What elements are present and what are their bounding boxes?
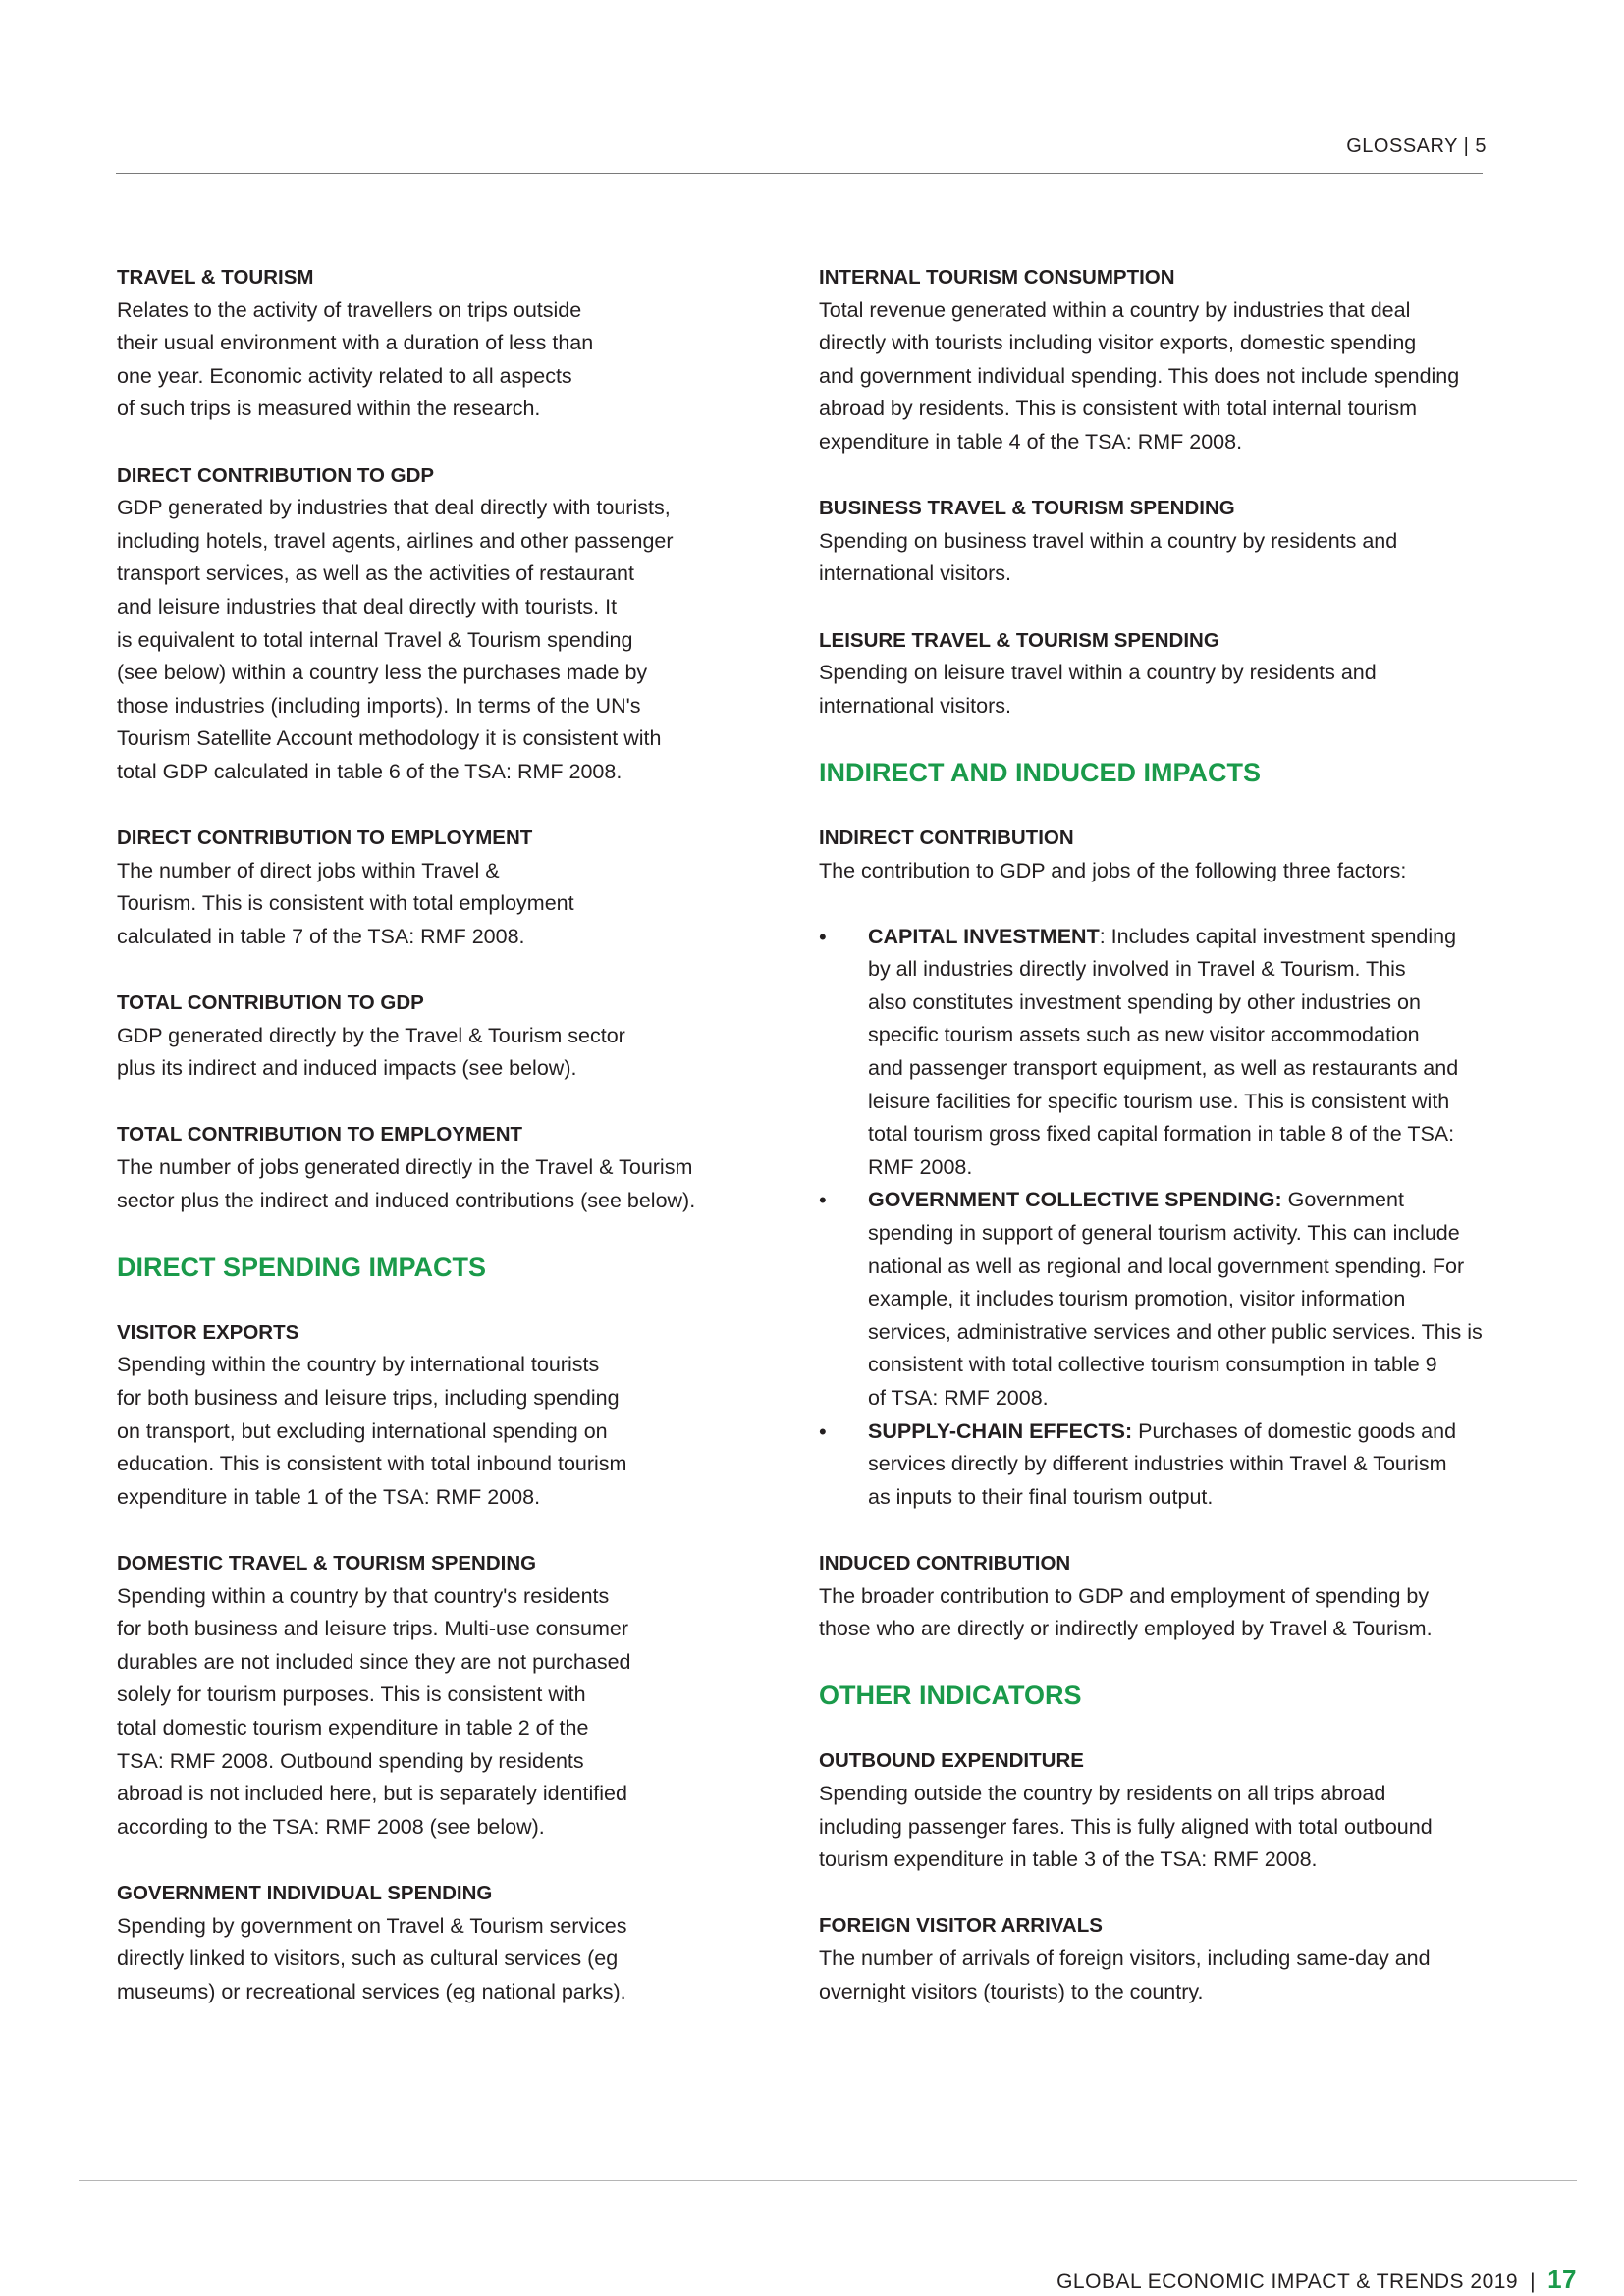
glossary-entry [117, 1118, 745, 1217]
glossary-definition: Spending on business travel within a country by residents and international visitors. [819, 528, 1398, 586]
page-number: 17 [1547, 2265, 1577, 2294]
glossary-definition: Spending within the country by international tourists for both business and leisure trips, including spending on transport, but excluding international spending on education. This is consistent with total inbound tourism expenditure in table 1 of the TSA: RMF 2008. [117, 1353, 627, 1509]
right-column [819, 261, 1496, 2042]
glossary-entry-indirect [819, 822, 1496, 1514]
glossary-definition: Total revenue generated within a country by industries that deal directly with tourists including visitor exports, domestic spending and government individual spending. This does not include spending abroad by residents. This is consistent with total internal tourism expenditure in table 4 of the TSA: RMF 2008. [819, 297, 1460, 454]
bullet-item: • GOVERNMENT COLLECTIVE SPENDING: Government spending in support of general tourism activity. This can include national as well as regional and local government spending. For example, it includes tourism promotion, visitor information services, administrative services and other public services. This is consistent with total collective tourism consumption in table 9 of TSA: RMF 2008. [819, 1184, 1496, 1415]
glossary-entry [117, 459, 745, 789]
glossary-definition: The number of arrivals of foreign visitors, including same-day and overnight visitors (tourists) to the country. [819, 1946, 1431, 2003]
glossary-entry [117, 1316, 745, 1515]
glossary-entry [117, 987, 745, 1086]
glossary-term: INDIRECT CONTRIBUTION [819, 826, 1074, 849]
bullet-label: GOVERNMENT COLLECTIVE SPENDING: [868, 1188, 1282, 1212]
bullet-item: • SUPPLY-CHAIN EFFECTS: Purchases of domestic goods and services directly by different industries within Travel & Tourism as inputs to their final tourism output. [819, 1415, 1496, 1515]
glossary-definition: Spending outside the country by residents on all trips abroad including passenger fares. This is fully aligned with total outbound tourism expenditure in table 3 of the TSA: RMF 2008. [819, 1781, 1433, 1872]
glossary-entry-induced [819, 1547, 1496, 1646]
glossary-term: TOTAL CONTRIBUTION TO EMPLOYMENT [117, 1123, 523, 1147]
glossary-entry [117, 1877, 745, 2008]
running-header: GLOSSARY | 5 [1346, 135, 1487, 157]
footer-title: GLOBAL ECONOMIC IMPACT & TRENDS 2019 [1056, 2270, 1519, 2293]
glossary-term: DIRECT CONTRIBUTION TO EMPLOYMENT [117, 827, 533, 850]
glossary-definition: GDP generated directly by the Travel & Tourism sector plus its indirect and induced impacts (see below). [117, 1023, 625, 1081]
glossary-entry [117, 261, 745, 426]
glossary-term: FOREIGN VISITOR ARRIVALS [819, 1914, 1103, 1938]
bullet-item: • CAPITAL INVESTMENT: Includes capital investment spending by all industries directly involved in Travel & Tourism. This also constitutes investment spending by other industries on specific tourism assets such as new visitor accommodation and passenger transport equipment, as well as restaurants and leisure facilities for specific tourism use. This is consistent with total tourism gross fixed capital formation in table 8 of the TSA: RMF 2008. [819, 921, 1496, 1185]
glossary-definition: Spending on leisure travel within a country by residents and international visitors. [819, 661, 1377, 718]
glossary-definition: The broader contribution to GDP and employment of spending by those who are directly or indirectly employed by Travel & Tourism. [819, 1583, 1433, 1641]
glossary-entry [819, 624, 1496, 723]
glossary-entry [819, 492, 1496, 591]
bullet-label: SUPPLY-CHAIN EFFECTS: [868, 1418, 1133, 1443]
glossary-term: DOMESTIC TRAVEL & TOURISM SPENDING [117, 1551, 537, 1575]
bullet-label: CAPITAL INVESTMENT [868, 924, 1100, 948]
glossary-term: BUSINESS TRAVEL & TOURISM SPENDING [819, 497, 1235, 520]
section-heading-indirect-induced: INDIRECT AND INDUCED IMPACTS [819, 757, 1261, 787]
section-heading-other-indicators: OTHER INDICATORS [819, 1681, 1082, 1711]
glossary-entry [819, 261, 1496, 459]
glossary-entry [819, 1909, 1496, 2008]
glossary-definition: The number of direct jobs within Travel & Tourism. This is consistent with total employment calculated in table 7 of the TSA: RMF 2008. [117, 858, 574, 948]
glossary-term: TOTAL CONTRIBUTION TO GDP [117, 991, 424, 1015]
section-heading-direct-spending: DIRECT SPENDING IMPACTS [117, 1252, 487, 1282]
glossary-term: TRAVEL & TOURISM [117, 266, 314, 289]
glossary-entry [819, 1744, 1496, 1876]
glossary-term: VISITOR EXPORTS [117, 1320, 299, 1344]
glossary-definition: Relates to the activity of travellers on trips outside their usual environment with a duration of less than one year. Economic activity related to all aspects of such trips is measured within the research. [117, 297, 594, 421]
glossary-term: DIRECT CONTRIBUTION TO GDP [117, 463, 435, 487]
left-column [117, 261, 745, 2042]
glossary-term: INDUCED CONTRIBUTION [819, 1551, 1071, 1575]
glossary-definition: The contribution to GDP and jobs of the following three factors: [819, 858, 1407, 882]
glossary-term: OUTBOUND EXPENDITURE [819, 1749, 1084, 1773]
bullet-list [819, 921, 1496, 1515]
header-rule [116, 173, 1483, 174]
glossary-term: LEISURE TRAVEL & TOURISM SPENDING [819, 628, 1219, 652]
footer-separator: | [1530, 2270, 1537, 2293]
glossary-definition: GDP generated by industries that deal directly with tourists, including hotels, travel agents, airlines and other passenger transport services, as well as the activities of restaurant and leisure industries that deal directly with tourists. It is equivalent to total internal Travel & Tourism spending (see below) within a country less the purchases made by those industries (including imports). In terms of the UN's Tourism Satellite Account methodology it is consistent with total GDP calculated in table 6 of the TSA: RMF 2008. [117, 496, 674, 783]
footer [1056, 2267, 1577, 2292]
footer-rule [79, 2180, 1577, 2181]
glossary-term: INTERNAL TOURISM CONSUMPTION [819, 266, 1175, 289]
glossary-entry [117, 1547, 745, 1843]
glossary-entry [117, 822, 745, 953]
glossary-definition: Spending within a country by that country's residents for both business and leisure trips. Multi-use consumer durables are not included since they are not purchased solely for tourism purposes. This is consistent with total domestic tourism expenditure in table 2 of the TSA: RMF 2008. Outbound spending by residents abroad is not included here, but is separately identified according to the TSA: RMF 2008 (see below). [117, 1583, 631, 1839]
glossary-definition: The number of jobs generated directly in the Travel & Tourism sector plus the indirect and induced contributions (see below). [117, 1155, 696, 1212]
glossary-term: GOVERNMENT INDIVIDUAL SPENDING [117, 1881, 493, 1904]
glossary-definition: Spending by government on Travel & Tourism services directly linked to visitors, such as cultural services (eg museums) or recreational services (eg national parks). [117, 1913, 627, 2003]
